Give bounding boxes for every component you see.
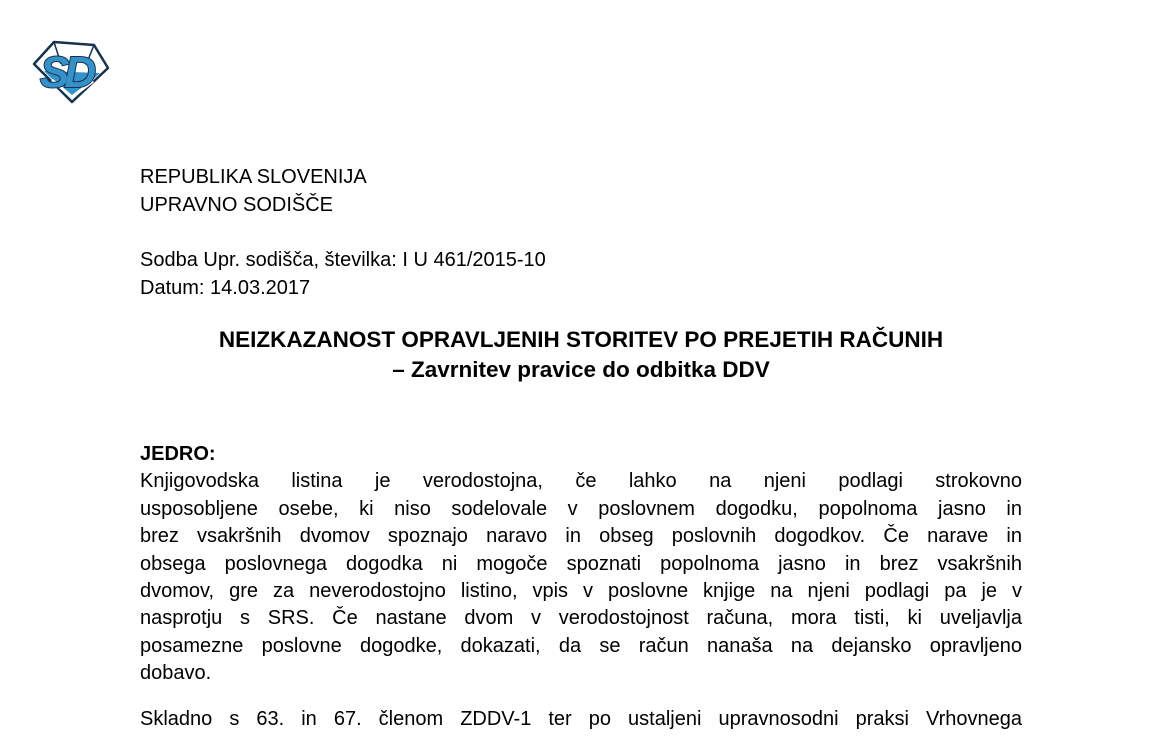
jedro-line: Knjigovodska listina je verodostojna, če lahko na njeni podlagi strokovno (140, 470, 1022, 493)
body-paragraph-start: Skladno s 63. in 67. členom ZDDV-1 ter po ustaljeni upravnosodni praksi Vrhovnega (140, 708, 1022, 730)
jedro-line: posamezne poslovne dogodke, dokazati, da se račun nanaša na dejansko opravljeno (140, 634, 1022, 657)
jedro-line: obsega poslovnega dogodka ni mogoče spoznati popolnoma jasno in brez vsakršnih (140, 552, 1022, 575)
logo-letters: SD (40, 48, 92, 97)
jedro-section (140, 441, 1022, 688)
decision-title (140, 325, 1022, 385)
jedro-line: usposobljene osebe, ki niso sodelovale v poslovnem dogodku, popolnoma jasno in (140, 497, 1022, 520)
case-date: Datum: 14.03.2017 (140, 277, 311, 299)
jedro-line: brez vsakršnih dvomov spoznajo naravo in obseg poslovnih dogodkov. Če narave in (140, 525, 1022, 548)
court-name: UPRAVNO SODIŠČE (140, 194, 333, 216)
jedro-line: nasprotju s SRS. Če nastane dvom v verodostojnost računa, mora tisti, ki uveljavlja (140, 607, 1022, 630)
decision-title-line2: – Zavrnitev pravice do odbitka DDV (392, 357, 770, 382)
court-header (140, 163, 1022, 219)
case-info (140, 246, 1022, 302)
decision-title-line1: NEIZKAZANOST OPRAVLJENIH STORITEV PO PREJETIH RAČUNIH (218, 327, 944, 352)
court-sd-gem-logo (30, 38, 112, 106)
jedro-line: dobavo. (140, 662, 212, 685)
jedro-heading: JEDRO: (140, 443, 216, 465)
case-reference: Sodba Upr. sodišča, številka: I U 461/2015-10 (140, 249, 546, 271)
jedro-line: dvomov, gre za neverodostojno listino, vpis v poslovne knjige na njeni podlagi pa je v (140, 580, 1022, 603)
country-name: REPUBLIKA SLOVENIJA (140, 166, 367, 188)
